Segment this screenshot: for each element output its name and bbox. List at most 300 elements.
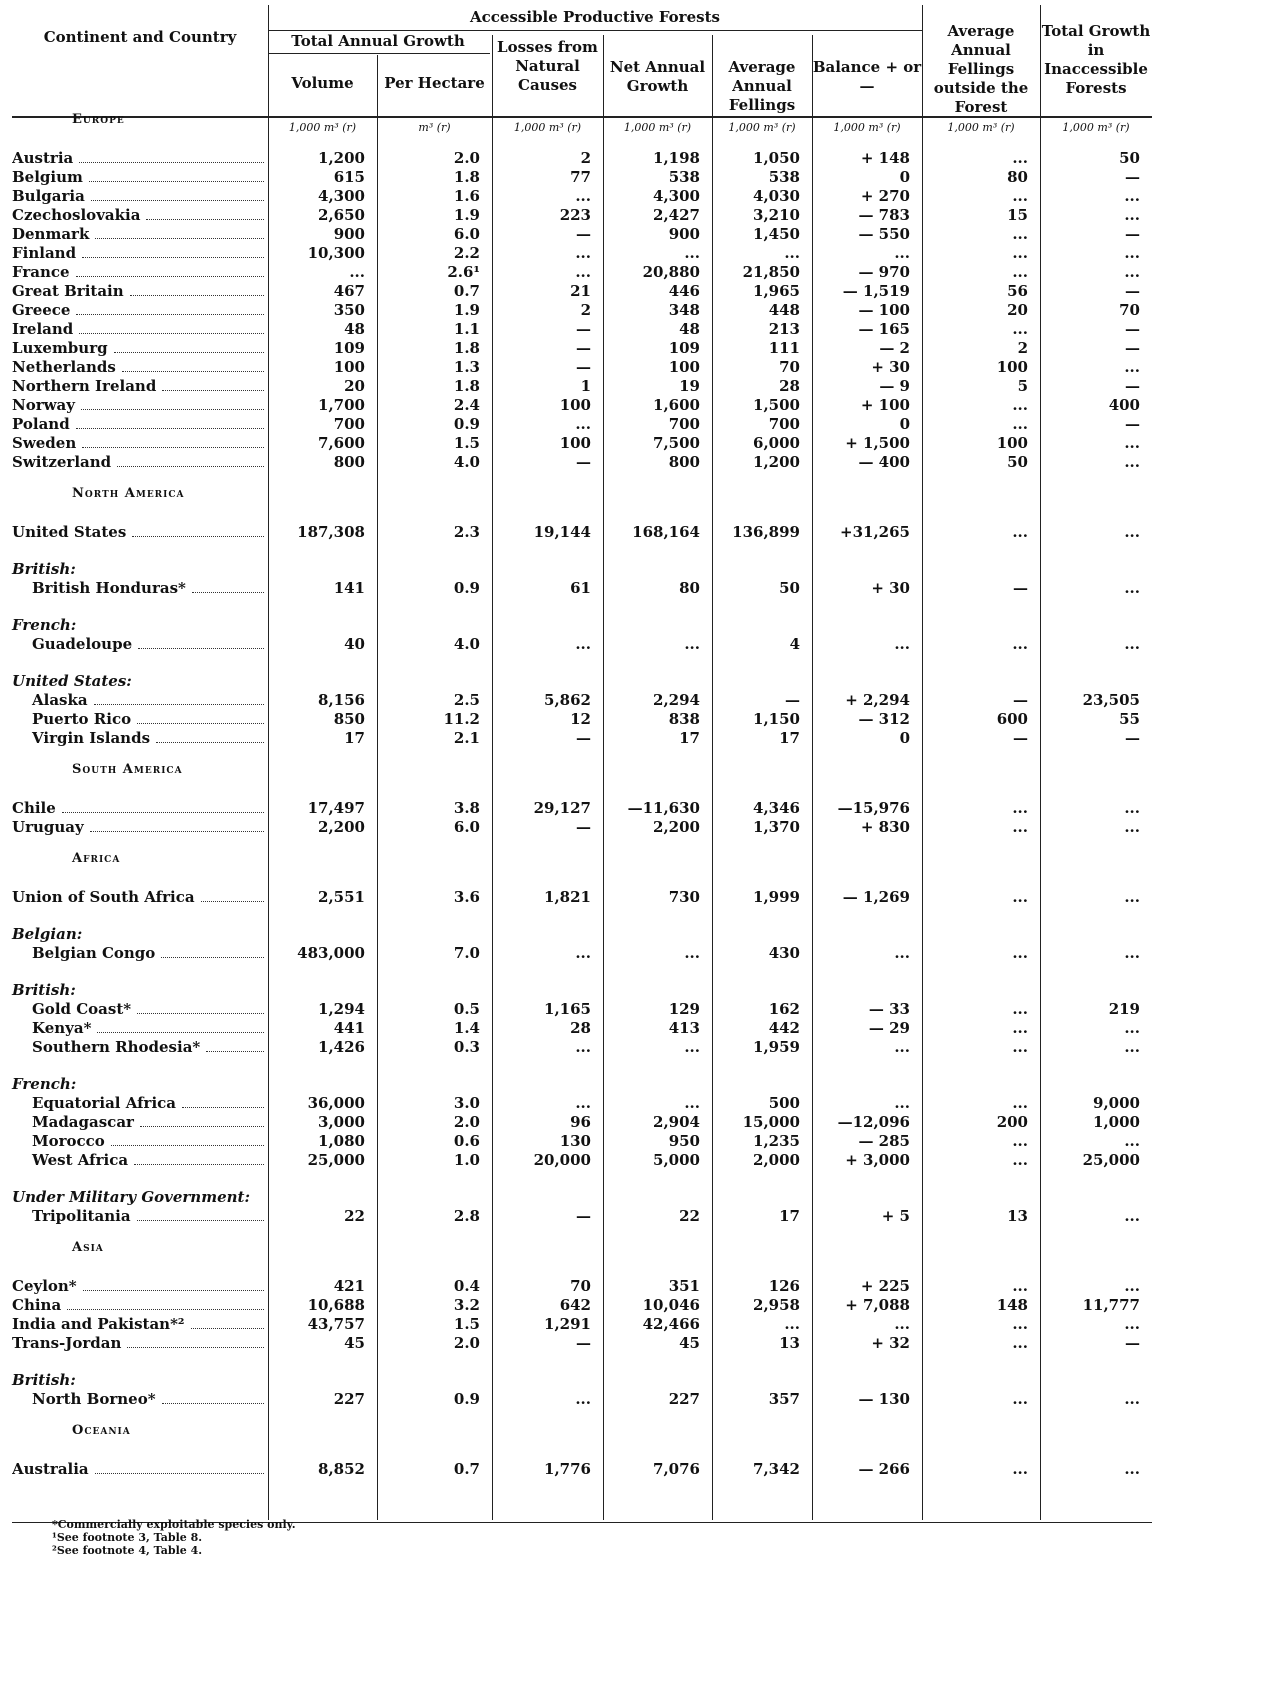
group-label: British: bbox=[12, 981, 76, 999]
group-label: French: bbox=[12, 1075, 77, 1093]
cell: — 550 bbox=[858, 225, 910, 243]
country-label: North Borneo* bbox=[32, 1390, 156, 1408]
country-label: Northern Ireland bbox=[12, 377, 157, 395]
cell: ... bbox=[575, 1094, 591, 1112]
country-label: Poland bbox=[12, 415, 70, 433]
country-name bbox=[12, 358, 268, 377]
cell: 0.5 bbox=[453, 1000, 480, 1018]
cell: ... bbox=[1124, 799, 1140, 817]
country-label: Norway bbox=[12, 396, 75, 414]
cell: 111 bbox=[768, 339, 800, 357]
country-label: Czechoslovakia bbox=[12, 206, 141, 224]
leader-dots bbox=[117, 453, 264, 467]
cell: 2,000 bbox=[753, 1151, 800, 1169]
table-row bbox=[12, 1296, 1152, 1315]
cell: 10,688 bbox=[307, 1296, 365, 1314]
header-balance: Balance + or — bbox=[812, 58, 922, 95]
cell: 13 bbox=[779, 1334, 800, 1352]
cell: 0.3 bbox=[453, 1038, 480, 1056]
cell: ... bbox=[1012, 1315, 1028, 1333]
leader-dots bbox=[94, 691, 264, 705]
cell: 1,050 bbox=[753, 149, 800, 167]
cell: + 100 bbox=[860, 396, 910, 414]
cell: 2,958 bbox=[753, 1296, 800, 1314]
cell: 22 bbox=[679, 1207, 700, 1225]
cell: 40 bbox=[344, 635, 365, 653]
cell: —12,096 bbox=[837, 1113, 910, 1131]
country-name bbox=[12, 396, 268, 415]
cell: 4,346 bbox=[753, 799, 800, 817]
cell: ... bbox=[684, 944, 700, 962]
cell: ... bbox=[784, 244, 800, 262]
cell: 20 bbox=[1007, 301, 1028, 319]
cell: ... bbox=[684, 1094, 700, 1112]
leader-dots bbox=[95, 1460, 264, 1474]
cell: ... bbox=[894, 1038, 910, 1056]
cell: + 3,000 bbox=[845, 1151, 910, 1169]
unit-fellings: 1,000 m³ (r) bbox=[728, 121, 796, 134]
cell: 1.8 bbox=[453, 377, 480, 395]
cell: 1,999 bbox=[753, 888, 800, 906]
cell: 2.8 bbox=[453, 1207, 480, 1225]
cell: ... bbox=[575, 1038, 591, 1056]
cell: 130 bbox=[559, 1132, 591, 1150]
table-row bbox=[12, 691, 1152, 710]
cell: 1,294 bbox=[318, 1000, 365, 1018]
cell: ... bbox=[1124, 434, 1140, 452]
cell: ... bbox=[1124, 635, 1140, 653]
cell: — 100 bbox=[858, 301, 910, 319]
cell: 3.0 bbox=[453, 1094, 480, 1112]
cell: 2.0 bbox=[453, 1113, 480, 1131]
cell: 61 bbox=[570, 579, 591, 597]
group-label: French: bbox=[12, 616, 77, 634]
cell: 1,235 bbox=[753, 1132, 800, 1150]
table-row bbox=[12, 396, 1152, 415]
cell: 1.0 bbox=[453, 1151, 480, 1169]
cell: ... bbox=[894, 944, 910, 962]
cell: ... bbox=[894, 1094, 910, 1112]
country-label: Puerto Rico bbox=[32, 710, 132, 728]
cell: 4,300 bbox=[653, 187, 700, 205]
cell: 1,198 bbox=[653, 149, 700, 167]
cell: —15,976 bbox=[837, 799, 910, 817]
country-label: Alaska bbox=[32, 691, 88, 709]
cell: 148 bbox=[996, 1296, 1028, 1314]
cell: 850 bbox=[333, 710, 365, 728]
table-row bbox=[12, 1207, 1152, 1226]
leader-dots bbox=[114, 339, 264, 353]
country-name bbox=[12, 1296, 268, 1315]
cell: 3,210 bbox=[753, 206, 800, 224]
country-name bbox=[12, 339, 268, 358]
country-name bbox=[12, 377, 268, 396]
country-name bbox=[12, 434, 268, 453]
cell: 11,777 bbox=[1082, 1296, 1140, 1314]
leader-dots bbox=[137, 710, 264, 724]
table-row bbox=[12, 301, 1152, 320]
header-fellings: Average Annual Fellings bbox=[728, 58, 796, 114]
country-name bbox=[12, 1277, 268, 1296]
cell: ... bbox=[1124, 1277, 1140, 1295]
cell: 129 bbox=[668, 1000, 700, 1018]
leader-dots bbox=[81, 396, 264, 410]
header-total-annual-growth: Total Annual Growth bbox=[291, 32, 465, 50]
cell: 70 bbox=[1119, 301, 1140, 319]
cell: 950 bbox=[668, 1132, 700, 1150]
cell: 1.9 bbox=[453, 206, 480, 224]
cell: 0.4 bbox=[453, 1277, 480, 1295]
cell: ... bbox=[1124, 187, 1140, 205]
cell: + 225 bbox=[860, 1277, 910, 1295]
cell: ... bbox=[1012, 1151, 1028, 1169]
cell: 45 bbox=[344, 1334, 365, 1352]
cell: 100 bbox=[333, 358, 365, 376]
cell: — 9 bbox=[879, 377, 910, 395]
country-name bbox=[12, 453, 268, 472]
cell: — 1,519 bbox=[842, 282, 910, 300]
cell: 1,080 bbox=[318, 1132, 365, 1150]
cell: 1.5 bbox=[453, 434, 480, 452]
cell: ... bbox=[1012, 1390, 1028, 1408]
cell: 8,852 bbox=[318, 1460, 365, 1478]
table-row bbox=[12, 710, 1152, 729]
cell: 3.6 bbox=[453, 888, 480, 906]
cell: — bbox=[1013, 579, 1028, 597]
cell: 126 bbox=[768, 1277, 800, 1295]
footnote: *Commercially exploitable species only. bbox=[52, 1518, 296, 1531]
cell: ... bbox=[784, 1315, 800, 1333]
cell: 351 bbox=[668, 1277, 700, 1295]
cell: ... bbox=[1012, 1019, 1028, 1037]
cell: 2,200 bbox=[653, 818, 700, 836]
section-heading: Europe bbox=[72, 112, 125, 127]
country-name bbox=[12, 1019, 268, 1038]
table-row bbox=[12, 434, 1152, 453]
cell: 0 bbox=[899, 168, 910, 186]
cell: ... bbox=[1124, 818, 1140, 836]
cell: 29,127 bbox=[533, 799, 591, 817]
cell: ... bbox=[1124, 579, 1140, 597]
cell: 642 bbox=[559, 1296, 591, 1314]
table-row bbox=[12, 1038, 1152, 1057]
country-name bbox=[12, 168, 268, 187]
cell: — bbox=[1125, 339, 1140, 357]
cell: ... bbox=[1012, 244, 1028, 262]
country-name bbox=[12, 415, 268, 434]
cell: 20 bbox=[344, 377, 365, 395]
cell: 2,294 bbox=[653, 691, 700, 709]
cell: — 2 bbox=[879, 339, 910, 357]
leader-dots bbox=[79, 320, 264, 334]
leader-dots bbox=[192, 579, 264, 593]
leader-dots bbox=[62, 799, 264, 813]
cell: 21 bbox=[570, 282, 591, 300]
cell: ... bbox=[1012, 396, 1028, 414]
cell: 7.0 bbox=[453, 944, 480, 962]
cell: 200 bbox=[996, 1113, 1028, 1131]
cell: 23,505 bbox=[1082, 691, 1140, 709]
group-label: Under Military Government: bbox=[12, 1188, 251, 1206]
cell: 800 bbox=[333, 453, 365, 471]
leader-dots bbox=[82, 434, 264, 448]
cell: 348 bbox=[668, 301, 700, 319]
leader-dots bbox=[138, 635, 264, 649]
cell: + 30 bbox=[871, 358, 910, 376]
cell: 615 bbox=[333, 168, 365, 186]
cell: 3.8 bbox=[453, 799, 480, 817]
cell: — bbox=[576, 339, 591, 357]
country-label: Tripolitania bbox=[32, 1207, 131, 1225]
cell: 413 bbox=[668, 1019, 700, 1037]
country-label: Finland bbox=[12, 244, 77, 262]
cell: 50 bbox=[1007, 453, 1028, 471]
country-label: West Africa bbox=[32, 1151, 129, 1169]
cell: ... bbox=[1124, 263, 1140, 281]
cell: 11.2 bbox=[443, 710, 480, 728]
country-name bbox=[12, 244, 268, 263]
cell: ... bbox=[1012, 888, 1028, 906]
table-row bbox=[12, 168, 1152, 187]
unit-balance: 1,000 m³ (r) bbox=[833, 121, 901, 134]
cell: 12 bbox=[570, 710, 591, 728]
country-name bbox=[12, 1315, 268, 1334]
cell: + 30 bbox=[871, 579, 910, 597]
cell: ... bbox=[1124, 1390, 1140, 1408]
leader-dots bbox=[206, 1038, 264, 1052]
cell: — 285 bbox=[858, 1132, 910, 1150]
cell: 1.1 bbox=[453, 320, 480, 338]
table-row bbox=[12, 187, 1152, 206]
section-heading: North America bbox=[72, 486, 185, 501]
cell: 2 bbox=[1017, 339, 1028, 357]
cell: 2.5 bbox=[453, 691, 480, 709]
cell: ... bbox=[575, 244, 591, 262]
cell: ... bbox=[1012, 415, 1028, 433]
cell: 48 bbox=[344, 320, 365, 338]
cell: 838 bbox=[668, 710, 700, 728]
cell: 2,904 bbox=[653, 1113, 700, 1131]
footnotes bbox=[52, 1518, 296, 1557]
leader-dots bbox=[201, 888, 264, 902]
footnote: ²See footnote 4, Table 4. bbox=[52, 1544, 203, 1557]
table-row bbox=[12, 635, 1152, 654]
leader-dots bbox=[111, 1132, 264, 1146]
cell: 100 bbox=[996, 358, 1028, 376]
country-label: Guadeloupe bbox=[32, 635, 133, 653]
cell: 15,000 bbox=[742, 1113, 800, 1131]
cell: — 29 bbox=[868, 1019, 910, 1037]
cell: 0 bbox=[899, 415, 910, 433]
header-losses: Losses from Natural Causes bbox=[497, 38, 598, 94]
leader-dots bbox=[95, 225, 264, 239]
group-label: British: bbox=[12, 560, 76, 578]
cell: 600 bbox=[996, 710, 1028, 728]
unit-per-hectare: m³ (r) bbox=[418, 121, 451, 134]
cell: + 7,088 bbox=[845, 1296, 910, 1314]
cell: 100 bbox=[996, 434, 1028, 452]
country-label: Netherlands bbox=[12, 358, 116, 376]
country-label: Madagascar bbox=[32, 1113, 134, 1131]
country-label: Australia bbox=[12, 1460, 89, 1478]
cell: 2.0 bbox=[453, 149, 480, 167]
cell: 1,150 bbox=[753, 710, 800, 728]
country-name bbox=[12, 1000, 268, 1019]
cell: 19 bbox=[679, 377, 700, 395]
country-name bbox=[12, 1038, 268, 1057]
cell: ... bbox=[1012, 187, 1028, 205]
cell: ... bbox=[1124, 888, 1140, 906]
country-name bbox=[12, 1094, 268, 1113]
cell: 1,500 bbox=[753, 396, 800, 414]
country-label: Equatorial Africa bbox=[32, 1094, 177, 1112]
cell: ... bbox=[684, 635, 700, 653]
section-heading: South America bbox=[72, 762, 183, 777]
cell: 22 bbox=[344, 1207, 365, 1225]
unit-losses: 1,000 m³ (r) bbox=[513, 121, 582, 134]
cell: 900 bbox=[333, 225, 365, 243]
country-label: Great Britain bbox=[12, 282, 124, 300]
cell: 109 bbox=[668, 339, 700, 357]
header-per-hectare: Per Hectare bbox=[384, 74, 485, 92]
unit-outside: 1,000 m³ (r) bbox=[947, 121, 1015, 134]
cell: 6.0 bbox=[453, 818, 480, 836]
cell: 442 bbox=[768, 1019, 800, 1037]
cell: — 400 bbox=[858, 453, 910, 471]
leader-dots bbox=[132, 523, 264, 537]
section-heading: Africa bbox=[72, 851, 121, 866]
cell: 17 bbox=[779, 729, 800, 747]
country-name bbox=[12, 187, 268, 206]
cell: —11,630 bbox=[627, 799, 700, 817]
country-name bbox=[12, 691, 268, 710]
country-name bbox=[12, 944, 268, 963]
cell: 2,427 bbox=[653, 206, 700, 224]
cell: + 5 bbox=[881, 1207, 910, 1225]
cell: 13 bbox=[1007, 1207, 1028, 1225]
header-accessible-forests: Accessible Productive Forests bbox=[470, 8, 720, 26]
cell: 4.0 bbox=[453, 453, 480, 471]
table-row bbox=[12, 1019, 1152, 1038]
cell: 77 bbox=[570, 168, 591, 186]
cell: ... bbox=[575, 263, 591, 281]
table-row bbox=[12, 358, 1152, 377]
country-name bbox=[12, 225, 268, 244]
cell: 1,370 bbox=[753, 818, 800, 836]
table-row bbox=[12, 1334, 1152, 1353]
cell: 1.9 bbox=[453, 301, 480, 319]
country-label: Uruguay bbox=[12, 818, 84, 836]
cell: 10,300 bbox=[307, 244, 365, 262]
group-label: Belgian: bbox=[12, 925, 83, 943]
cell: 350 bbox=[333, 301, 365, 319]
cell: 3,000 bbox=[318, 1113, 365, 1131]
cell: 1.3 bbox=[453, 358, 480, 376]
cell: 538 bbox=[768, 168, 800, 186]
group-label: United States: bbox=[12, 672, 132, 690]
cell: 6.0 bbox=[453, 225, 480, 243]
cell: 1,200 bbox=[318, 149, 365, 167]
cell: 227 bbox=[333, 1390, 365, 1408]
country-name bbox=[12, 888, 268, 907]
table-row bbox=[12, 888, 1152, 907]
leader-dots bbox=[191, 1315, 265, 1329]
cell: — 33 bbox=[868, 1000, 910, 1018]
table-row bbox=[12, 1000, 1152, 1019]
cell: 1.8 bbox=[453, 339, 480, 357]
table-row bbox=[12, 149, 1152, 168]
cell: ... bbox=[684, 1038, 700, 1056]
cell: 168,164 bbox=[632, 523, 700, 541]
table-row bbox=[12, 944, 1152, 963]
leader-dots bbox=[122, 358, 264, 372]
leader-dots bbox=[76, 301, 264, 315]
country-name bbox=[12, 1132, 268, 1151]
table-row bbox=[12, 579, 1152, 598]
leader-dots bbox=[67, 1296, 264, 1310]
leader-dots bbox=[156, 729, 264, 743]
cell: 9,000 bbox=[1093, 1094, 1140, 1112]
country-name bbox=[12, 206, 268, 225]
country-label: Luxemburg bbox=[12, 339, 108, 357]
cell: 19,144 bbox=[533, 523, 591, 541]
cell: 141 bbox=[333, 579, 365, 597]
cell: — bbox=[1125, 1334, 1140, 1352]
unit-net: 1,000 m³ (r) bbox=[623, 121, 692, 134]
cell: — bbox=[576, 358, 591, 376]
country-label: Ceylon* bbox=[12, 1277, 77, 1295]
leader-dots bbox=[91, 187, 264, 201]
cell: 162 bbox=[768, 1000, 800, 1018]
cell: 8,156 bbox=[318, 691, 365, 709]
header-volume: Volume bbox=[291, 74, 354, 92]
cell: 1,776 bbox=[544, 1460, 591, 1478]
table-row bbox=[12, 225, 1152, 244]
country-label: Bulgaria bbox=[12, 187, 85, 205]
cell: ... bbox=[894, 1315, 910, 1333]
cell: ... bbox=[1124, 206, 1140, 224]
cell: 2.0 bbox=[453, 1334, 480, 1352]
cell: 25,000 bbox=[1082, 1151, 1140, 1169]
cell: 7,600 bbox=[318, 434, 365, 452]
cell: — bbox=[576, 320, 591, 338]
cell: 3.2 bbox=[453, 1296, 480, 1314]
cell: 17 bbox=[779, 1207, 800, 1225]
cell: 700 bbox=[768, 415, 800, 433]
country-label: Greece bbox=[12, 301, 71, 319]
cell: 900 bbox=[668, 225, 700, 243]
country-label: Sweden bbox=[12, 434, 77, 452]
country-label: Austria bbox=[12, 149, 74, 167]
cell: 1,450 bbox=[753, 225, 800, 243]
cell: — bbox=[576, 1207, 591, 1225]
country-name bbox=[12, 1390, 268, 1409]
leader-dots bbox=[83, 1277, 264, 1291]
country-label: China bbox=[12, 1296, 62, 1314]
cell: 2.4 bbox=[453, 396, 480, 414]
table-row bbox=[12, 818, 1152, 837]
unit-volume: 1,000 m³ (r) bbox=[288, 121, 357, 134]
cell: 4,300 bbox=[318, 187, 365, 205]
footnote: ¹See footnote 3, Table 8. bbox=[52, 1531, 203, 1544]
country-label: United States bbox=[12, 523, 127, 541]
cell: ... bbox=[1124, 523, 1140, 541]
cell: 100 bbox=[559, 434, 591, 452]
cell: + 148 bbox=[860, 149, 910, 167]
cell: ... bbox=[1012, 1132, 1028, 1150]
cell: 2,200 bbox=[318, 818, 365, 836]
cell: 223 bbox=[559, 206, 591, 224]
